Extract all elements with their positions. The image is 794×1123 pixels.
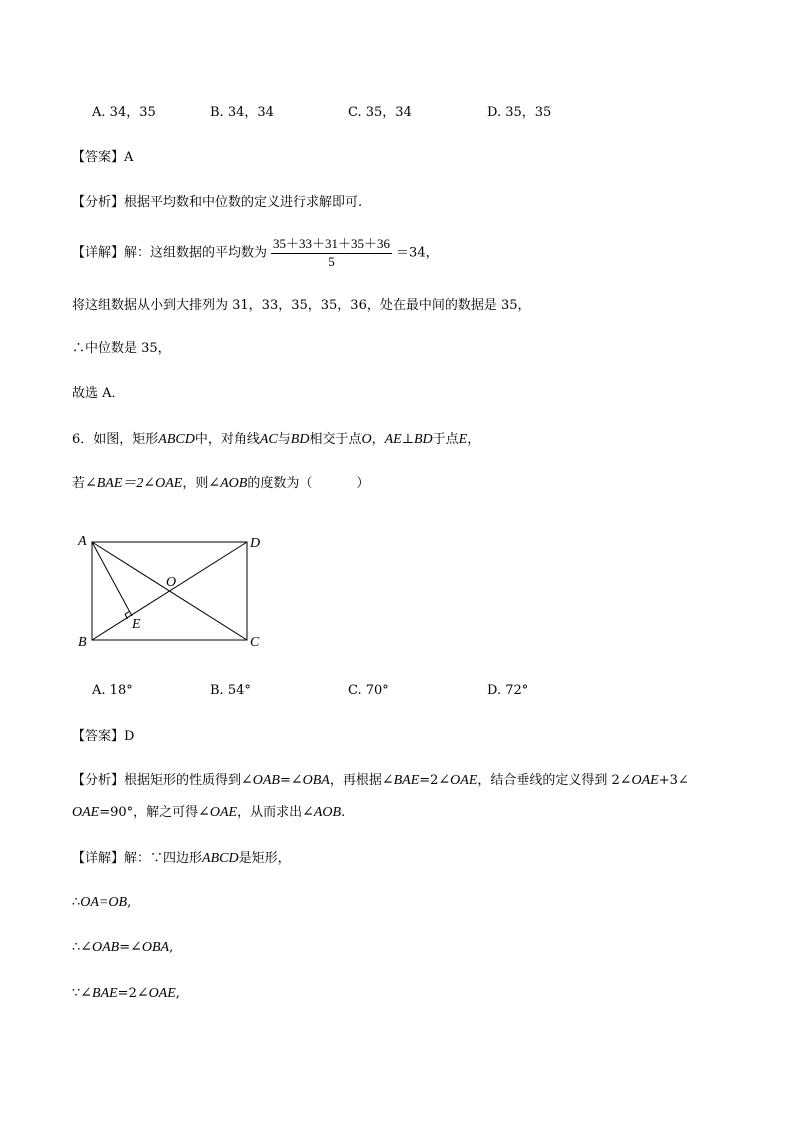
q6-stem-line2: 若∠BAE＝2∠OAE，则∠AOB的度数为（ ）	[72, 476, 370, 491]
q6-detail: 【详解】解：∵四边形ABCD是矩形，	[72, 851, 291, 866]
label-b: B	[78, 635, 87, 650]
label-c: C	[250, 635, 260, 650]
q5-analysis	[72, 194, 362, 212]
q6-choice-c: C. 70°	[348, 683, 389, 698]
q5-choices	[92, 104, 732, 122]
q6-choices	[92, 682, 732, 700]
q5-choice-a: A. 34，35	[92, 105, 156, 120]
label-a: A	[78, 534, 87, 549]
mean-fraction	[271, 236, 392, 270]
fraction-numerator: 35＋33＋31＋35＋36	[271, 236, 392, 254]
right-angle-mark	[125, 612, 129, 619]
answer-value: D	[124, 729, 135, 744]
answer-tag: 【答案】	[72, 150, 125, 165]
q6-step1: ∴OA=OB,	[72, 895, 132, 910]
q5-answer	[72, 149, 133, 167]
q5-detail: 【详解】解：这组数据的平均数为 $\frac{35+33+31+35+36}{5}$ ＝34，	[72, 236, 439, 269]
analysis-text: 根据平均数和中位数的定义进行求解即可.	[124, 195, 363, 210]
label-o: O	[166, 575, 177, 590]
answer-value: A	[124, 150, 134, 165]
q5-choice-c: C. 35，34	[348, 105, 412, 120]
q5-conclusion: 故选 A．	[72, 386, 125, 401]
rectangle-figure	[74, 530, 274, 660]
q5-median: ∴中位数是 35，	[72, 341, 171, 356]
analysis-tag: 【分析】	[72, 195, 125, 210]
label-e: E	[132, 617, 141, 632]
q6-analysis-line2: OAE=90°，解之可得∠OAE，从而求出∠AOB.	[72, 805, 346, 820]
label-d: D	[250, 536, 261, 551]
detail-tag: 【详解】	[72, 245, 125, 261]
q6-step3: ∵∠BAE=2∠OAE,	[72, 986, 180, 1001]
q6-stem-line1: 6．如图，矩形ABCD中，对角线AC与BD相交于点O，AE⊥BD于点E，	[72, 432, 481, 447]
q6-analysis-line1: 【分析】根据矩形的性质得到∠OAB=∠OBA，再根据∠BAE=2∠OAE，结合垂线的定义得到 2∠OAE+3∠	[72, 773, 689, 788]
q6-choice-b: B. 54°	[210, 683, 251, 698]
segment-ae	[92, 542, 132, 616]
q5-choice-d: D. 35，35	[487, 105, 552, 120]
q6-choice-d: D. 72°	[487, 683, 529, 698]
q5-sorted: 将这组数据从小到大排列为 31，33，35，35，36，处在最中间的数据是 35，	[72, 298, 531, 313]
answer-tag: 【答案】	[72, 729, 125, 744]
fraction-denominator: 5	[328, 254, 335, 269]
q6-step2: ∴∠OAB=∠OBA,	[72, 940, 174, 955]
fraction-result: ＝34，	[396, 245, 439, 261]
q6-answer	[72, 728, 134, 746]
q6-choice-a: A. 18°	[92, 683, 133, 698]
q5-choice-b: B. 34，34	[210, 105, 274, 120]
